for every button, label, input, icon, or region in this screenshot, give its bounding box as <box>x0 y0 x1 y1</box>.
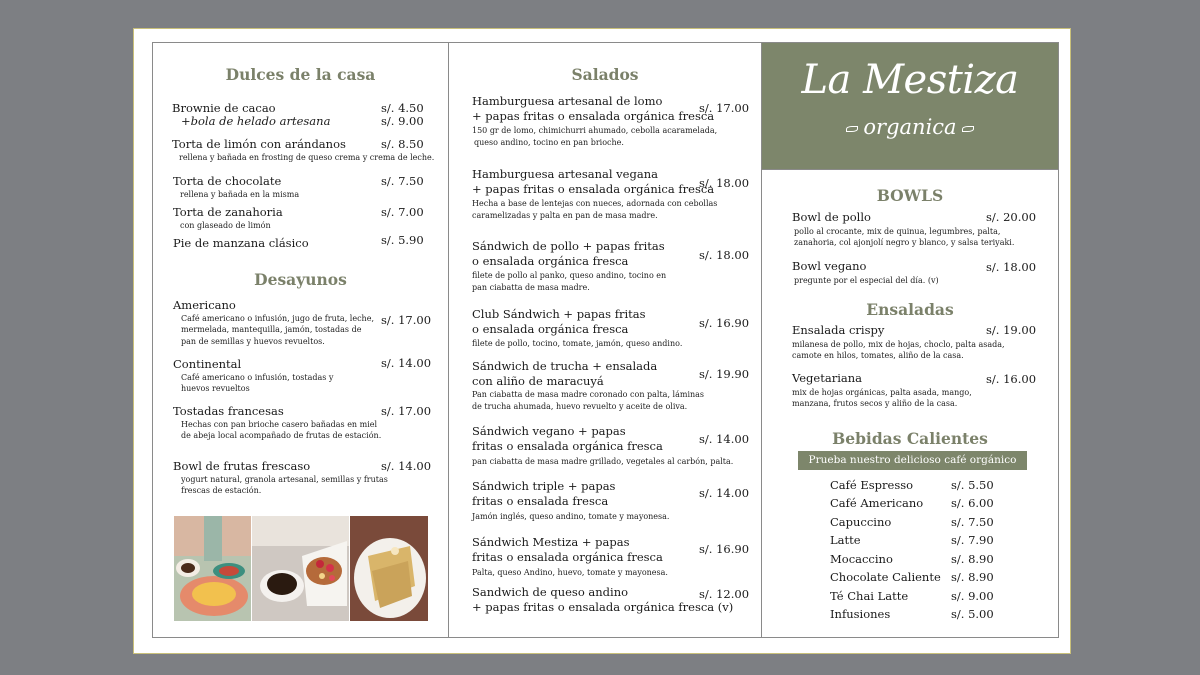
item-price: s/. 18.00 <box>699 176 750 190</box>
item-price: s/. 5.90 <box>381 233 424 247</box>
item-price: s/. 9.00 <box>381 114 424 128</box>
right-panel <box>762 42 1059 638</box>
item-price: s/. 7.50 <box>951 515 994 529</box>
menu-item: Americano Café americano o infusión, jugo de fruta, leche, mermelada, mantequilla, jamón, tostadas de pan de semillas y huevos revueltos. <box>173 298 374 346</box>
menu-sheet <box>133 28 1071 654</box>
divider <box>762 169 1058 170</box>
menu-item: +bola de helado artesana <box>181 114 331 128</box>
item-price: s/. 7.90 <box>951 533 994 547</box>
item-price: s/. 16.90 <box>699 542 750 556</box>
drink-item: Té Chai Latte <box>830 589 909 603</box>
item-price: s/. 19.00 <box>986 323 1037 337</box>
item-price: s/. 14.00 <box>381 459 432 473</box>
menu-item: Tostadas francesas Hechas con pan brioche casero bañadas en miel de abeja local acompañado de frutas de estación. <box>173 404 382 440</box>
menu-item: Torta de chocolate rellena y bañada en la misma <box>173 174 300 199</box>
menu-item: Continental Café americano o infusión, tostadas y huevos revueltos <box>173 357 334 393</box>
menu-item: Sándwich de trucha + ensalada con aliño de maracuyá Pan ciabatta de masa madre coronado con palta, láminas de trucha ahumada, huevo revuelto y aceite de oliva. <box>472 359 705 411</box>
dulces-title: Dulces de la casa <box>225 65 376 84</box>
item-price: s/. 14.00 <box>381 356 432 370</box>
menu-item: Sándwich de pollo + papas fritas o ensalada orgánica fresca filete de pollo al panko, queso andino, tocino en pan ciabatta de masa madre. <box>472 239 667 292</box>
logo-title: La Mestiza <box>801 57 1019 103</box>
menu-item: Bowl de frutas frescaso yogurt natural, granola artesanal, semillas y frutas frescas de estación. <box>173 459 388 495</box>
bowls-title: BOWLS <box>876 186 944 205</box>
salados-title: Salados <box>571 65 639 84</box>
item-price: s/. 8.50 <box>381 137 424 151</box>
item-price: s/. 20.00 <box>986 210 1037 224</box>
drink-item: Latte <box>830 533 861 547</box>
menu-item: Sándwich vegano + papas fritas o ensalada orgánica fresca pan ciabatta de masa madre grillado, vegetales al carbón, palta. <box>472 424 734 466</box>
menu-item: Sándwich triple + papas fritas o ensalada fresca Jamón inglés, queso andino, tomate y mayonesa. <box>472 479 670 521</box>
item-price: s/. 16.90 <box>699 316 750 330</box>
logo <box>762 43 1058 169</box>
leaf-icon <box>962 126 974 132</box>
middle-panel <box>449 42 762 638</box>
drink-item: Café Americano <box>830 496 924 510</box>
menu-item: Bowl vegano pregunte por el especial del día. (v) <box>792 259 939 285</box>
logo-subtitle: organica <box>762 115 1058 139</box>
item-price: s/. 5.50 <box>951 478 994 492</box>
item-price: s/. 17.00 <box>381 313 432 327</box>
pancakes-photo <box>350 516 428 621</box>
menu-item: Bowl de pollo pollo al crocante, mix de quinua, legumbres, palta, zanahoria, col ajonjolí negro y blanco, y salsa teriyaki. <box>792 210 1015 247</box>
drink-item: Infusiones <box>830 607 891 621</box>
item-price: s/. 6.00 <box>951 496 994 510</box>
menu-item: Hamburguesa artesanal vegana + papas fritas o ensalada orgánica fresca Hecha a base de lentejas con nueces, adornada con cebollas caramelizadas y palta en pan de masa madre. <box>472 167 718 220</box>
item-price: s/. 8.90 <box>951 552 994 566</box>
menu-item: Ensalada crispy milanesa de pollo, mix de hojas, choclo, palta asada, camote en hilos, tomates, aliño de la casa. <box>792 323 1005 360</box>
menu-item: Sándwich Mestiza + papas fritas o ensalada orgánica fresca Palta, queso Andino, huevo, tomate y mayonesa. <box>472 535 668 577</box>
drink-item: Café Espresso <box>830 478 914 492</box>
menu-item: Pie de manzana clásico <box>173 236 309 250</box>
bebidas-title: Bebidas Calientes <box>832 429 988 448</box>
menu-item: Hamburguesa artesanal de lomo + papas fritas o ensalada orgánica fresca 150 gr de lomo, chimichurri ahumado, cebolla acaramelada, queso andino, tocino en pan brioche. <box>472 94 718 147</box>
menu-item: Sandwich de queso andino + papas fritas o ensalada orgánica fresca (v) <box>472 585 734 614</box>
left-panel <box>152 42 449 638</box>
french-toast-photo <box>252 516 349 621</box>
menu-item: Club Sándwich + papas fritas o ensalada orgánica fresca filete de pollo, tocino, tomate, jamón, queso andino. <box>472 307 683 348</box>
breakfast-photo <box>174 516 251 621</box>
item-price: s/. 18.00 <box>986 260 1037 274</box>
item-price: s/. 5.00 <box>951 607 994 621</box>
item-price: s/. 17.00 <box>381 404 432 418</box>
item-price: s/. 9.00 <box>951 589 994 603</box>
promo-banner: Prueba nuestro delicioso café orgánico <box>798 451 1027 470</box>
menu-item: Torta de limón con arándanos rellena y bañada en frosting de queso crema y crema de leche. <box>172 137 435 162</box>
menu-item: Brownie de cacao <box>172 101 276 115</box>
item-price: s/. 17.00 <box>699 101 750 115</box>
drink-item: Capuccino <box>830 515 892 529</box>
item-price: s/. 14.00 <box>699 432 750 446</box>
item-price: s/. 7.50 <box>381 174 424 188</box>
ensaladas-title: Ensaladas <box>866 300 954 319</box>
leaf-icon <box>846 126 858 132</box>
item-price: s/. 4.50 <box>381 101 424 115</box>
desayunos-title: Desayunos <box>254 270 347 289</box>
item-price: s/. 14.00 <box>699 486 750 500</box>
item-price: s/. 7.00 <box>381 205 424 219</box>
item-price: s/. 18.00 <box>699 248 750 262</box>
item-price: s/. 19.90 <box>699 367 750 381</box>
item-price: s/. 16.00 <box>986 372 1037 386</box>
menu-item: Torta de zanahoria con glaseado de limón <box>173 205 283 230</box>
menu-item: Vegetariana mix de hojas orgánicas, palta asada, mango, manzana, frutos secos y aliño de la casa. <box>792 371 972 408</box>
drink-item: Chocolate Caliente <box>830 570 941 584</box>
item-price: s/. 12.00 <box>699 587 750 601</box>
item-price: s/. 8.90 <box>951 570 994 584</box>
drink-item: Mocaccino <box>830 552 893 566</box>
